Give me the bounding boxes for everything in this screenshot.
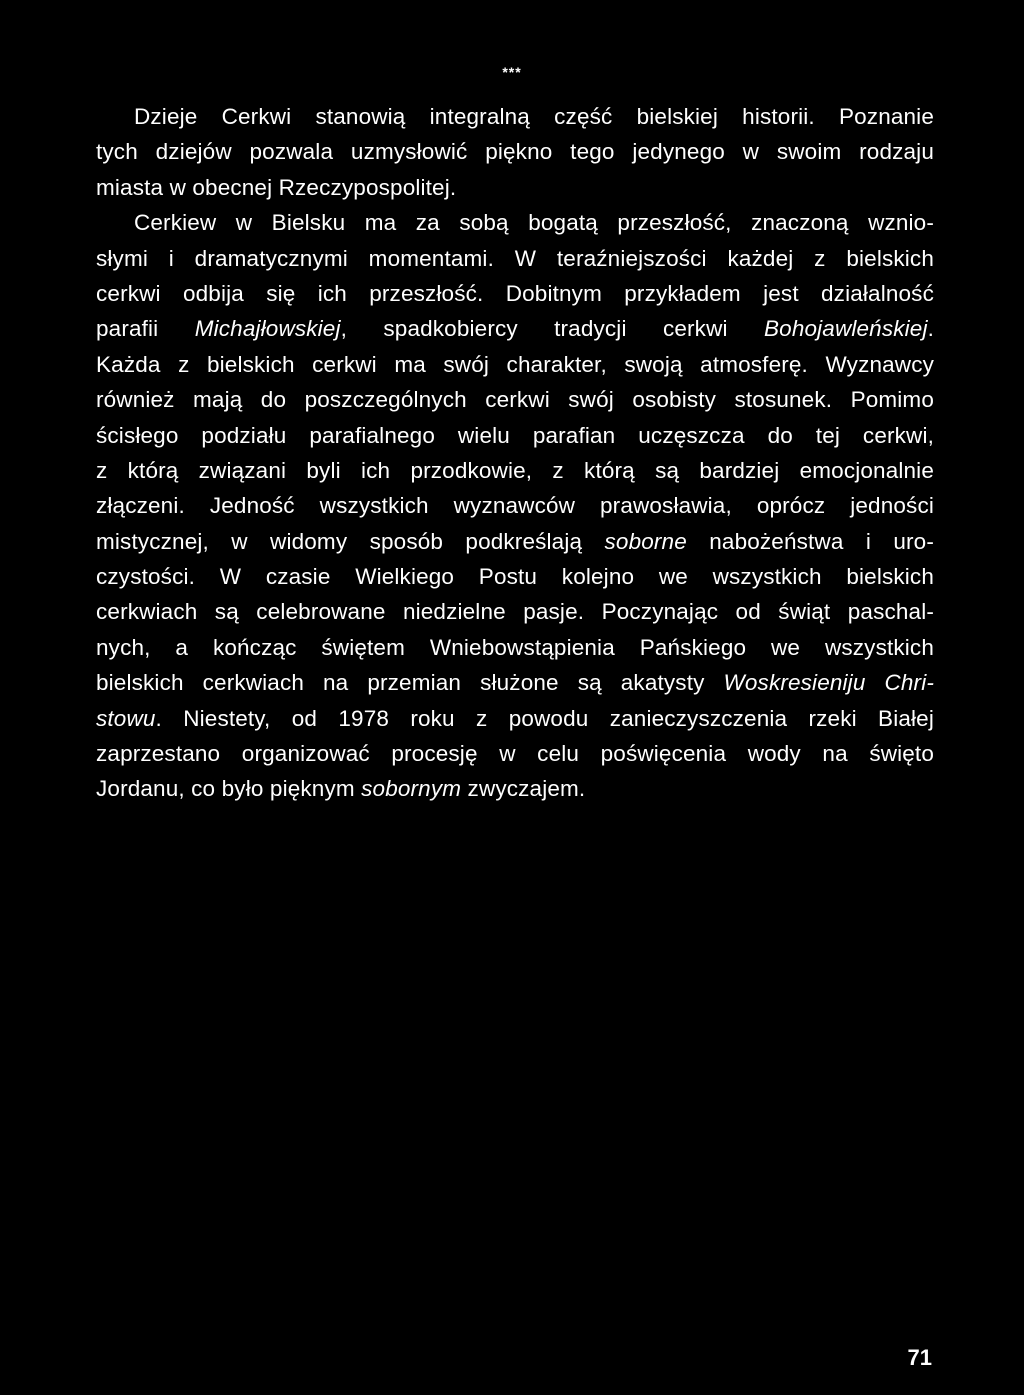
text-span: zaprzestano organizować procesję w celu poświęcenia wody na święto — [96, 741, 934, 767]
text-line — [96, 594, 934, 629]
italic-term: Bohojawleńskiej — [764, 316, 928, 342]
text-span: złączeni. Jedność wszystkich wyznawców prawosławia, oprócz jedności — [96, 493, 934, 519]
text-line — [96, 170, 934, 205]
text-span: cerkwiach są celebrowane niedzielne pasje. Poczynając od świąt paschal- — [96, 599, 934, 625]
section-marker: *** — [502, 64, 522, 80]
text-span: Dzieje Cerkwi stanowią integralną część bielskiej historii. Poznanie — [134, 104, 934, 129]
text-line — [96, 311, 934, 346]
text-span: , spadkobiercy tradycji cerkwi — [340, 316, 764, 342]
text-span: nabożeństwa i uro- — [686, 528, 934, 554]
text-span: Jordanu, co było pięknym — [96, 776, 362, 802]
italic-term: stowu — [96, 705, 156, 731]
italic-term: sobornym — [361, 776, 462, 802]
italic-term: Michajłowskiej — [194, 316, 341, 342]
text-line — [96, 665, 934, 700]
text-span: parafii — [96, 316, 195, 342]
text-span: nych, a kończąc świętem Wniebowstąpienia Pańskiego we wszystkich — [96, 634, 934, 660]
text-span: tych dziejów pozwala uzmysłowić piękno tego jedynego w swoim rodzaju — [96, 139, 934, 165]
text-line — [96, 524, 934, 559]
text-span: również mają do poszczególnych cerkwi swój osobisty stosunek. Pomimo — [96, 387, 934, 413]
page-number: 71 — [907, 1345, 932, 1370]
text-span: słymi i dramatycznymi momentami. W teraźniejszości każdej z bielskich — [96, 245, 934, 271]
text-line — [96, 134, 934, 169]
italic-term: Woskresieniju Chri- — [723, 670, 934, 696]
text-line — [96, 241, 934, 276]
text-span: . Niestety, od 1978 roku z powodu zanieczyszczenia rzeki Białej — [155, 705, 934, 731]
italic-term: soborne — [604, 528, 687, 554]
text-line — [96, 559, 934, 594]
text-line — [96, 205, 934, 240]
text-line — [96, 736, 934, 771]
text-line — [96, 347, 934, 382]
text-span: bielskich cerkwiach na przemian służone są akatysty — [96, 670, 724, 696]
text-line — [96, 701, 934, 736]
text-line — [96, 488, 934, 523]
text-span: z którą związani byli ich przodkowie, z którą są bardziej emocjonalnie — [96, 457, 934, 483]
text-span: . — [927, 316, 934, 342]
text-span: Każda z bielskich cerkwi ma swój charakter, swoją atmosferę. Wyznawcy — [96, 351, 934, 377]
text-line — [96, 276, 934, 311]
text-span: miasta w obecnej Rzeczypospolitej. — [96, 174, 457, 200]
text-line — [96, 453, 934, 488]
text-line — [96, 630, 934, 665]
text-line — [96, 382, 934, 417]
text-line — [96, 771, 934, 806]
body-text — [96, 99, 934, 807]
text-line — [96, 418, 934, 453]
text-span: zwyczajem. — [461, 776, 586, 802]
text-span: Cerkiew w Bielsku ma za sobą bogatą przeszłość, znaczoną wznio- — [134, 210, 934, 236]
text-span: mistycznej, w widomy sposób podkreślają — [96, 528, 605, 554]
text-span: cerkwi odbija się ich przeszłość. Dobitnym przykładem jest działalność — [96, 280, 934, 306]
text-span: ścisłego podziału parafialnego wielu parafian uczęszcza do tej cerkwi, — [96, 422, 934, 448]
text-span: czystości. W czasie Wielkiego Postu kolejno we wszystkich bielskich — [96, 564, 934, 590]
text-line — [96, 99, 934, 134]
